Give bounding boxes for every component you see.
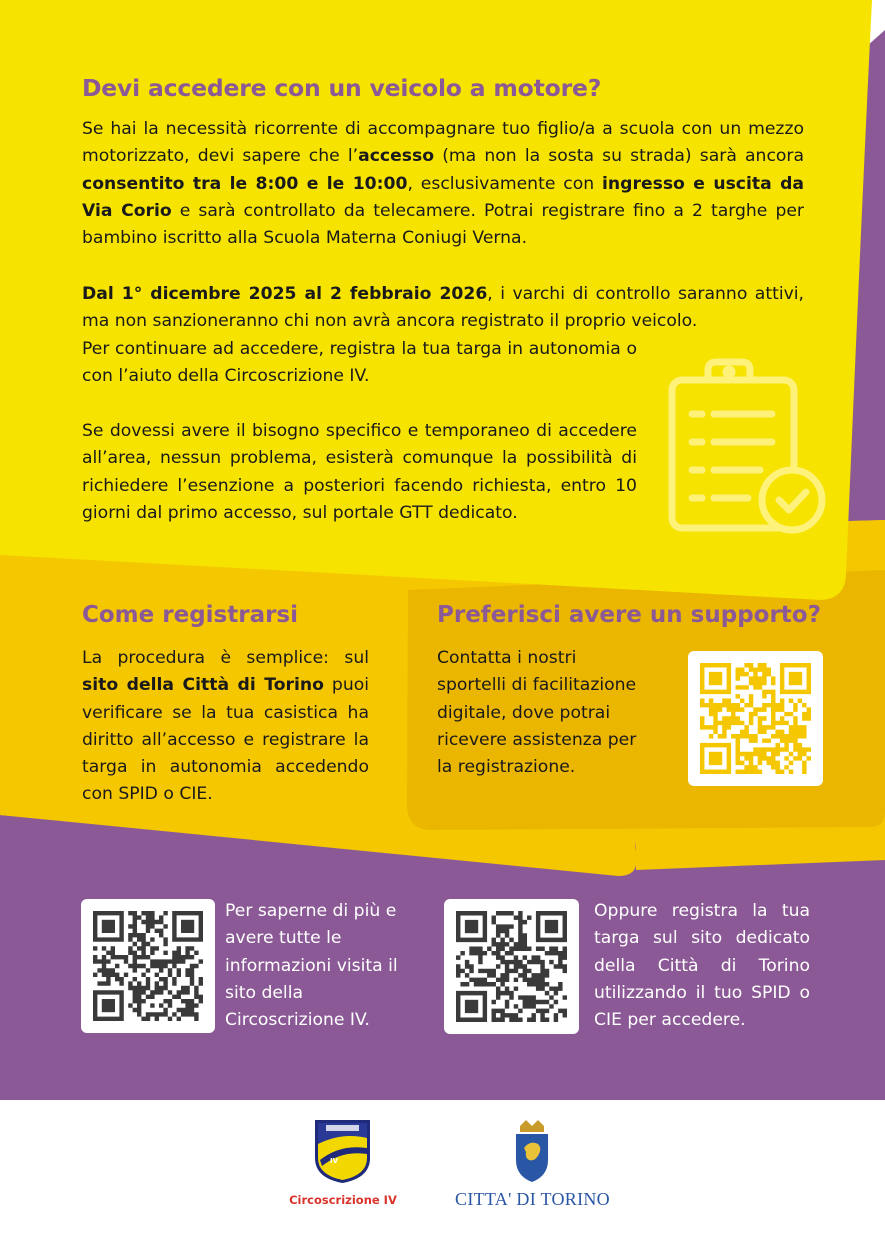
intro-paragraph-1: Se hai la necessità ricorrente di accompagnare tuo figlio/a a scuola con un mezzo motorizzato, devi sapere che l’accesso (ma non la sosta su strada) sarà ancora consentito tra le 8:00 e le 10:00, esclusivamente con ingresso e uscita da Via Corio e sarà controllato da telecamere. Potrai registrare fino a 2 targhe per bambino iscritto alla Scuola Materna Coniugi Verna. xyxy=(82,119,805,249)
circoscrizione-logo xyxy=(278,1118,408,1213)
support-qr-code[interactable] xyxy=(688,651,823,786)
qr-code-icon xyxy=(456,911,567,1022)
intro-paragraph-2: Dal 1° dicembre 2025 al 2 febbraio 2026, i varchi di controllo saranno attivi, ma non sanzioneranno chi non avrà ancora registrato il proprio veicolo. xyxy=(82,284,804,332)
svg-text:IV: IV xyxy=(330,1157,339,1165)
citta-torino-logo xyxy=(445,1118,620,1213)
torino-crest-icon xyxy=(445,1118,620,1184)
citta-torino-logo-text: CITTA' DI TORINO xyxy=(455,1189,610,1209)
circoscrizione-info-text: Per saperne di più e avere tutte le informazioni visita il sito della Circoscrizione IV. xyxy=(225,901,398,1031)
circoscrizione-shield-icon xyxy=(278,1118,408,1184)
torino-registration-text: Oppure registra la tua targa sul sito dedicato della Città di Torino utilizzando il tuo SPID o CIE per accedere. xyxy=(594,901,810,1031)
support-title: Preferisci avere un supporto? xyxy=(437,602,821,628)
circoscrizione-logo-text: Circoscrizione IV xyxy=(289,1193,397,1207)
support-paragraph: Contatta i nostri sportelli di facilitazione digitale, dove potrai ricevere assistenza per la registrazione. xyxy=(437,648,637,778)
qr-code-icon xyxy=(700,663,811,774)
circoscrizione-qr-code[interactable] xyxy=(81,899,215,1033)
intro-paragraph-3: Per continuare ad accedere, registra la tua targa in autonomia o con l’aiuto della Circoscrizione IV. xyxy=(82,339,637,387)
torino-registration-qr-code[interactable] xyxy=(444,899,579,1034)
register-paragraph: La procedura è semplice: sul sito della Città di Torino puoi verificare se la tua casistica ha diritto all’accesso e registrare la targa in autonomia accedendo con SPID o CIE. xyxy=(82,648,370,805)
qr-code-icon xyxy=(93,911,203,1021)
intro-title: Devi accedere con un veicolo a motore? xyxy=(82,74,602,102)
intro-paragraph-4: Se dovessi avere il bisogno specifico e temporaneo di accedere all’area, nessun problema, esisterà comunque la possibilità di richiedere l’esenzione a posteriori facendo richiesta, entro 10 giorni dal primo accesso, sul portale GTT dedicato. xyxy=(82,421,637,523)
register-title: Come registrarsi xyxy=(82,602,299,628)
